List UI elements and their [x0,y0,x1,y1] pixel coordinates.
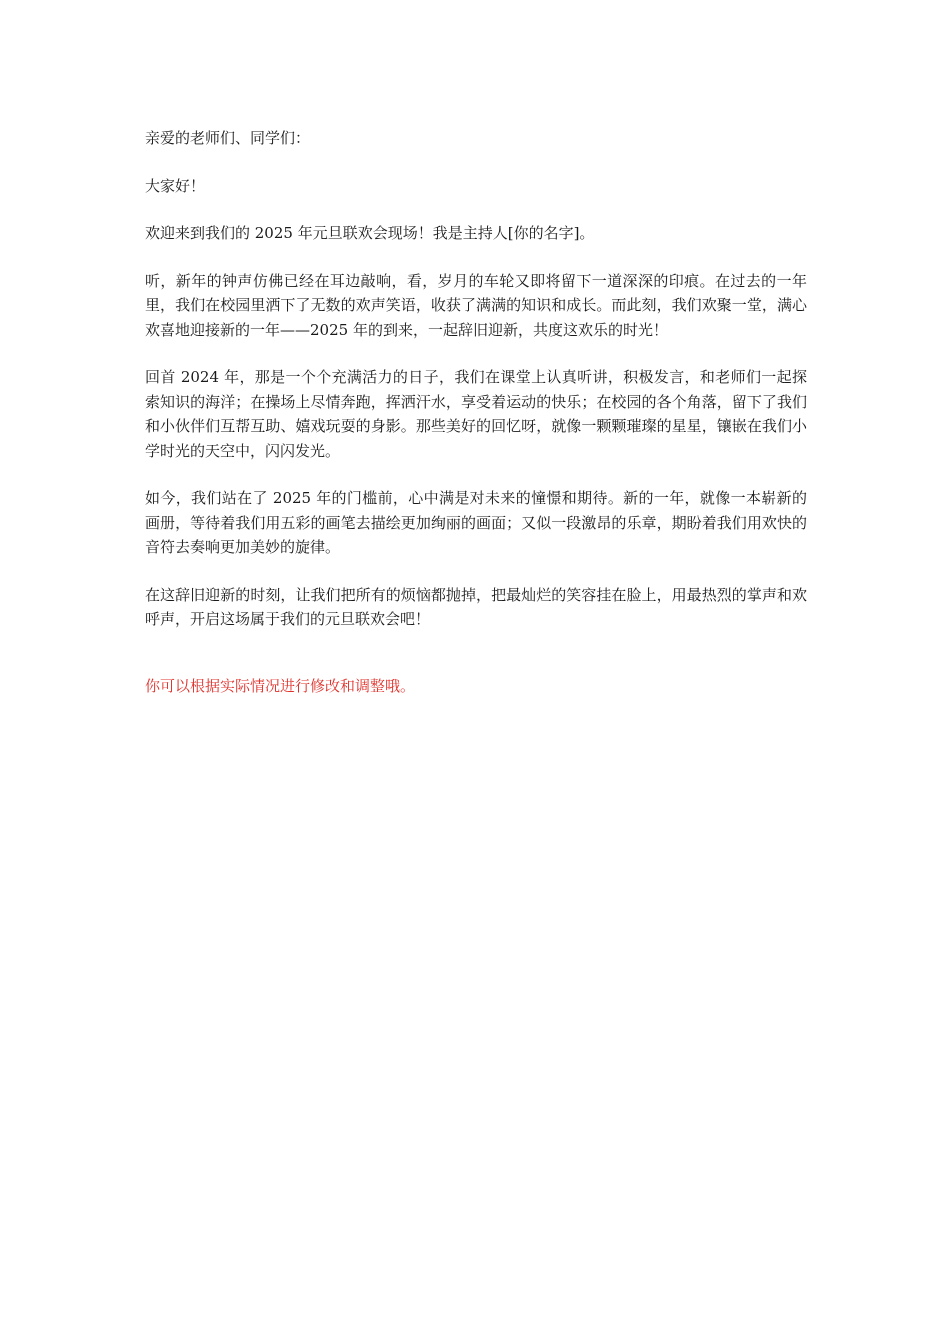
paragraph-welcome: 欢迎来到我们的 2025 年元旦联欢会现场！我是主持人[你的名字]。 [145,224,595,242]
paragraph-review-2024: 回首 2024 年，那是一个个充满活力的日子，我们在课堂上认真听讲，积极发言，和老师们一起探索知识的海洋；在操场上尽情奔跑，挥洒汗水，享受着运动的快乐；在校园的各个角落，留下了我们和小伙伴们互帮互助、嬉戏玩耍的身影。那些美好的回忆呀，就像一颗颗璀璨的星星，镶嵌在我们小学时光的天空中，闪闪发光。 [145,368,807,460]
document-body [145,126,807,721]
paragraph-new-year: 听，新年的钟声仿佛已经在耳边敲响，看，岁月的车轮又即将留下一道深深的印痕。在过去的一年里，我们在校园里洒下了无数的欢声笑语，收获了满满的知识和成长。而此刻，我们欢聚一堂，满心欢喜地迎接新的一年——2025 年的到来，一起辞旧迎新，共度这欢乐的时光！ [145,271,807,339]
edit-note: 你可以根据实际情况进行修改和调整哦。 [145,676,416,695]
paragraph-closing: 在这辞旧迎新的时刻，让我们把所有的烦恼都抛掉，把最灿烂的笑容挂在脸上，用最热烈的掌声和欢呼声，开启这场属于我们的元旦联欢会吧！ [145,585,807,628]
salutation-line: 大家好！ [145,176,206,195]
paragraph-future-2025: 如今，我们站在了 2025 年的门槛前，心中满是对未来的憧憬和期待。新的一年，就像一本崭新的画册，等待着我们用五彩的画笔去描绘更加绚丽的画面；又似一段激昂的乐章，期盼着我们用欢快的音符去奏响更加美妙的旋律。 [145,489,807,556]
greeting-line: 亲爱的老师们、同学们： [145,129,311,147]
